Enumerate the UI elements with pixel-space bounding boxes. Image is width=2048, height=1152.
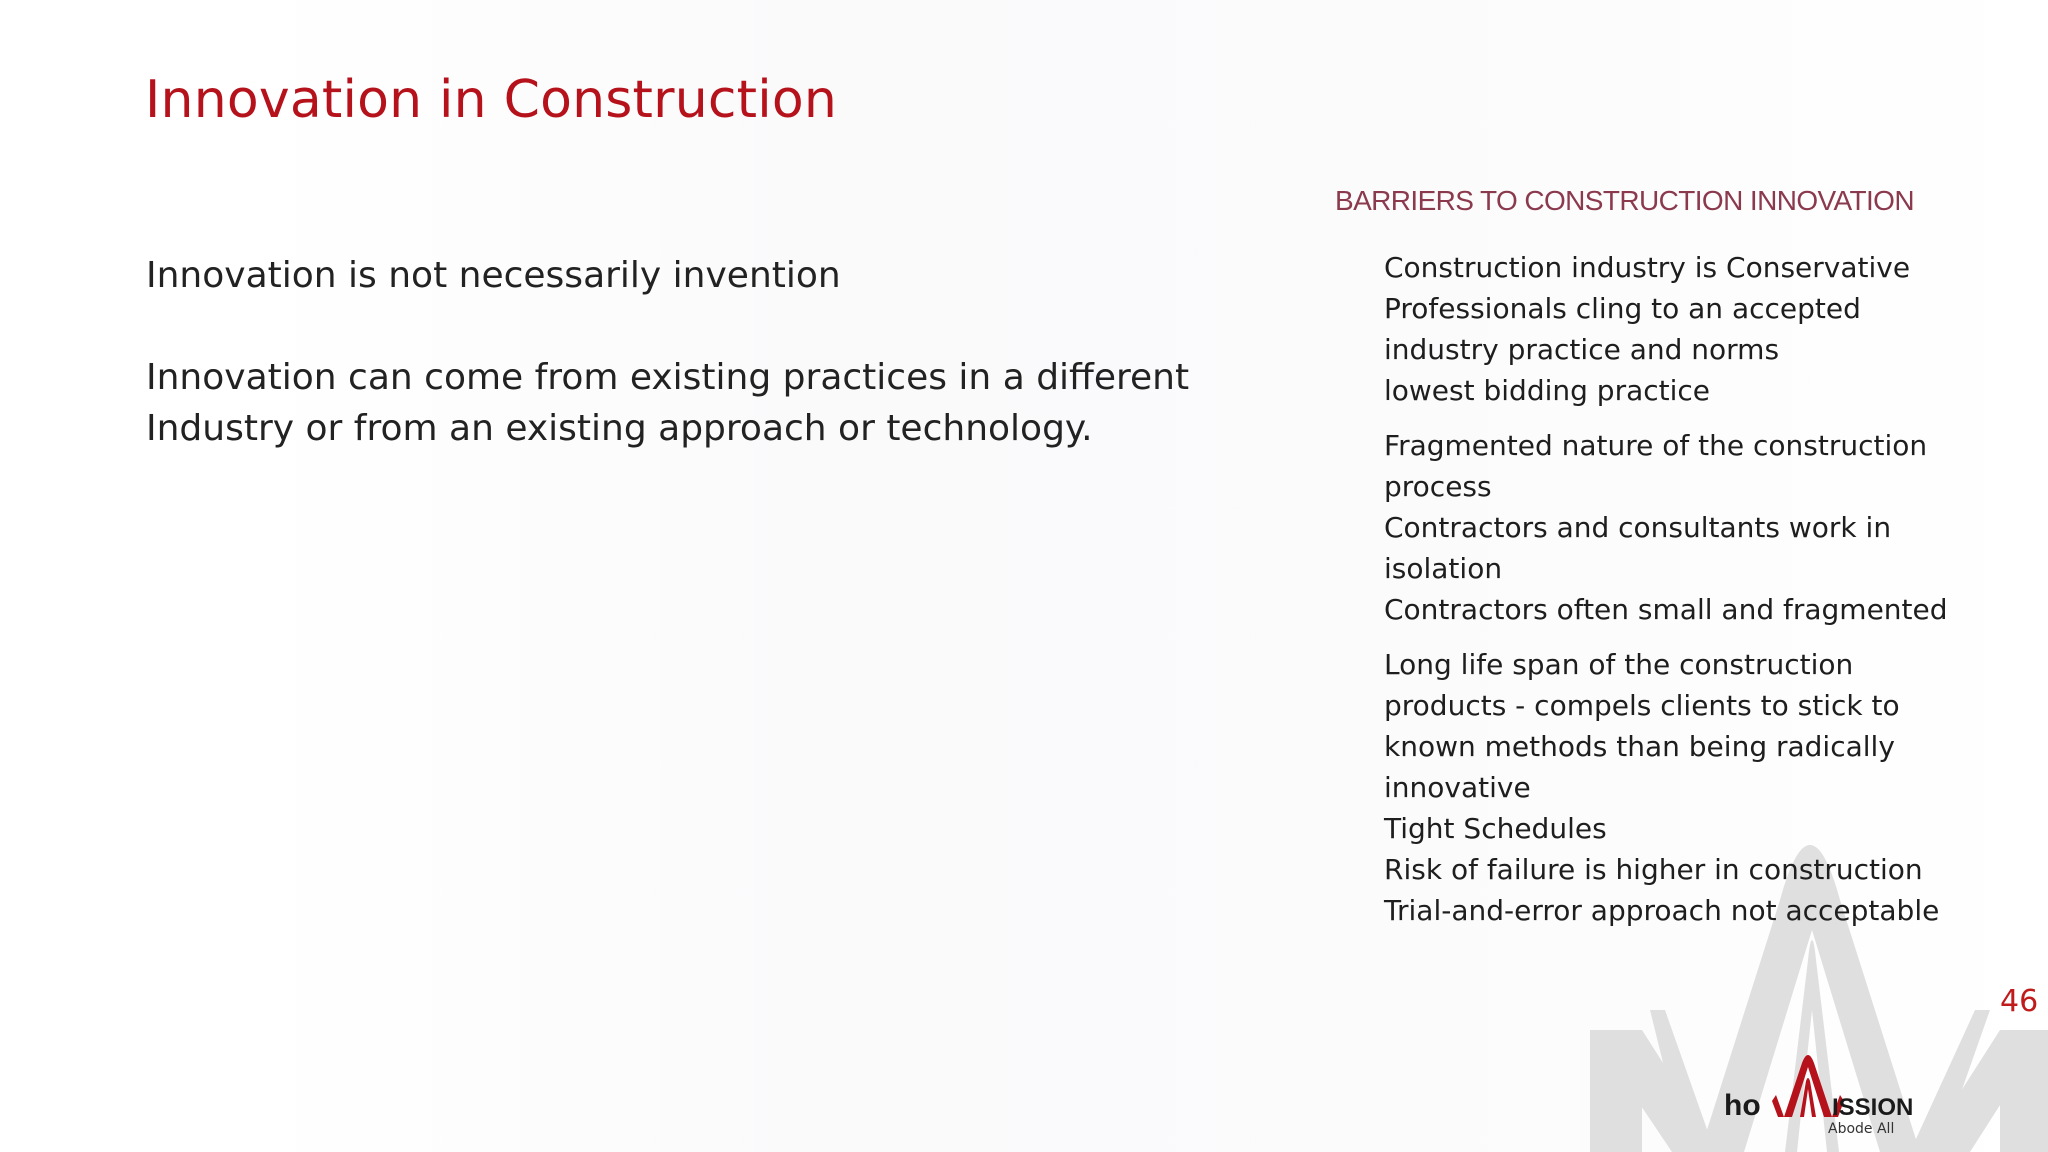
paragraph-innovation-definition: Innovation is not necessarily invention bbox=[146, 255, 841, 296]
left-content bbox=[146, 250, 1206, 505]
slide-title: Innovation in Construction bbox=[145, 70, 838, 130]
logo-text-left: ho bbox=[1724, 1089, 1761, 1122]
barrier-line: Fragmented nature of the construction bbox=[1384, 429, 1928, 462]
paragraph-innovation-sources: Innovation can come from existing practices in a different Industry or from an existing approach or technology. bbox=[146, 357, 1190, 449]
barrier-line: industry practice and norms bbox=[1384, 333, 1780, 366]
barrier-line: products - compels clients to stick to bbox=[1384, 689, 1900, 722]
home-mission-logo bbox=[1722, 1045, 1922, 1135]
barrier-line: Trial-and-error approach not acceptable bbox=[1384, 894, 1940, 927]
logo-text-right: ISSION bbox=[1832, 1094, 1914, 1121]
barriers-heading: BARRIERS TO CONSTRUCTION INNOVATION bbox=[1335, 185, 1914, 216]
page-number: 46 bbox=[2000, 984, 2039, 1019]
barrier-line: Contractors and consultants work in bbox=[1384, 511, 1892, 544]
barrier-line: innovative bbox=[1384, 771, 1531, 804]
barrier-line: Contractors often small and fragmented bbox=[1384, 593, 1948, 626]
barrier-group-fragmented bbox=[1384, 425, 1948, 630]
barrier-line: process bbox=[1384, 470, 1492, 503]
barrier-group-lifespan bbox=[1384, 644, 1944, 931]
barrier-line: Construction industry is Conservative bbox=[1384, 251, 1911, 284]
barrier-line: lowest bidding practice bbox=[1384, 374, 1711, 407]
barrier-line: Long life span of the construction bbox=[1384, 648, 1854, 681]
barrier-line: Tight Schedules bbox=[1384, 812, 1607, 845]
barrier-line: known methods than being radically bbox=[1384, 730, 1895, 763]
barrier-group-conservative bbox=[1384, 247, 1944, 411]
barriers-list bbox=[1384, 247, 1948, 945]
barrier-line: Risk of failure is higher in construction bbox=[1384, 853, 1923, 886]
barrier-line: Professionals cling to an accepted bbox=[1384, 292, 1861, 325]
logo-tagline: Abode All bbox=[1828, 1121, 1895, 1135]
barrier-line: isolation bbox=[1384, 552, 1503, 585]
